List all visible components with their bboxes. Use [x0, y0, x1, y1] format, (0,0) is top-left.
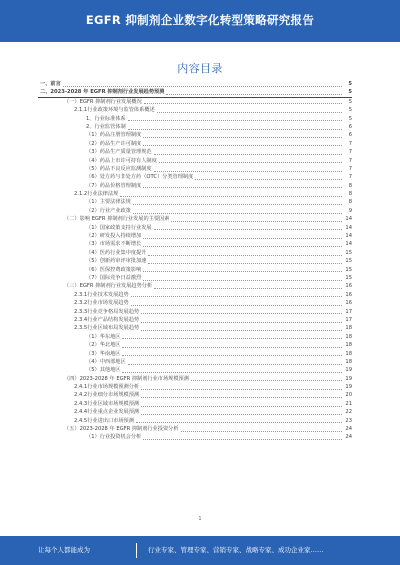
toc-entry[interactable]: [38, 383, 352, 391]
toc-dot-leader: [63, 82, 342, 87]
toc-entry-title: 中西部地区: [99, 358, 126, 365]
toc-entry-number: （2）: [86, 342, 100, 349]
toc-dot-leader: [144, 99, 342, 104]
toc-entry-page: 5: [348, 81, 352, 87]
toc-entry-title: 华南地区: [99, 350, 121, 357]
toc-entry-number: （7）: [86, 274, 100, 281]
toc-entry[interactable]: [38, 207, 352, 215]
toc-entry-page: 18: [345, 358, 352, 365]
toc-entry-page: 23: [345, 417, 352, 424]
toc-entry[interactable]: [38, 433, 352, 441]
toc-dot-leader: [148, 251, 342, 256]
toc-entry-title: 行业产业政策: [99, 207, 131, 214]
toc-entry[interactable]: [38, 333, 352, 341]
toc-dot-leader: [141, 326, 342, 331]
toc-dot-leader: [141, 385, 342, 390]
toc-entry-page: 7: [348, 174, 352, 181]
toc-entry-title: 药品不良反应监测制度: [99, 165, 152, 172]
toc-dot-leader: [136, 418, 342, 423]
toc-entry-title: 行业技术发展趋势: [87, 291, 129, 298]
toc-entry[interactable]: [38, 308, 352, 316]
toc-entry[interactable]: [38, 316, 352, 324]
toc-entry-page: 16: [345, 291, 352, 298]
toc-entry-title: 行业区域布局发展趋势: [87, 325, 140, 332]
toc-entry[interactable]: [38, 282, 352, 290]
toc-entry[interactable]: [38, 88, 352, 96]
toc-entry-page: 6: [348, 132, 352, 139]
toc-entry-page: 22: [345, 409, 352, 416]
report-title: EGFR 抑制剂企业数字化转型策略研究报告: [85, 13, 315, 27]
toc-entry-title: 华北地区: [99, 342, 121, 349]
toc-entry[interactable]: [38, 165, 352, 173]
toc-entry-title: 药品注册管理制度: [99, 132, 142, 139]
toc-dot-leader: [143, 276, 342, 281]
toc-dot-leader: [141, 410, 342, 415]
toc-entry-number: 2.3.5: [74, 325, 88, 332]
toc-entry-page: 19: [345, 375, 352, 382]
toc-entry-page: 19: [345, 384, 352, 391]
toc-entry-page: 21: [345, 400, 352, 407]
toc-entry[interactable]: [38, 391, 352, 399]
toc-entry-title: 行业竞争格局发展趋势: [87, 308, 140, 315]
toc-dot-leader: [157, 108, 342, 113]
toc-entry-title: 行业区域市场规模预测: [87, 400, 140, 407]
footer-bar: [0, 536, 400, 565]
toc-entry[interactable]: [38, 299, 352, 307]
toc-entry-page: 14: [345, 216, 352, 223]
toc-entry-title: EGFR 抑制剂行业发展趋势分析: [79, 283, 153, 290]
toc-entry-title: 2023-2028 年 EGFR 抑制剂行业市场规模预测: [79, 375, 189, 382]
toc-entry-title: 主要法律法规: [99, 199, 131, 206]
toc-entry[interactable]: [38, 182, 352, 190]
toc-entry-title: 影响 EGFR 抑制剂行业发展的主要因素: [79, 216, 170, 223]
toc-entry-number: （2）: [86, 207, 100, 214]
toc-entry-page: 18: [345, 325, 352, 332]
toc-entry[interactable]: [38, 408, 352, 416]
toc-entry-number: （1）: [86, 132, 100, 139]
toc-entry-title: 其他地区: [99, 367, 121, 374]
toc-entry-title: 行业标准体系: [94, 115, 126, 122]
toc-entry-title: 2023-2028 年 EGFR 抑制剂行业发展趋势预测: [50, 89, 165, 96]
toc-dot-leader: [143, 141, 342, 146]
toc-entry-page: 5: [348, 115, 352, 122]
toc-entry-page: 24: [345, 434, 352, 441]
toc-entry[interactable]: [38, 131, 352, 139]
toc-entry-title: 行业市场发展趋势: [87, 300, 129, 307]
toc-dot-leader: [154, 284, 342, 289]
toc-entry-number: 1、: [86, 115, 95, 122]
toc-entry[interactable]: [38, 115, 352, 123]
toc-heading: 内容目录: [177, 62, 223, 75]
toc-dot-leader: [159, 158, 342, 163]
toc-entry-title: 行业监管体制: [94, 123, 126, 130]
toc-entry-title: 2023-2028 年 EGFR 抑制剂行业投资分析: [79, 426, 179, 433]
toc-dot-leader: [133, 209, 342, 214]
toc-dot-leader: [154, 167, 342, 172]
toc-entry-page: 18: [345, 342, 352, 349]
toc-dot-leader: [143, 183, 342, 188]
toc-dot-leader: [148, 259, 342, 264]
toc-entry-title: 行业市场规模预测分析: [87, 384, 140, 391]
toc-entry-number: 2.4.4: [74, 409, 88, 416]
toc-entry[interactable]: [38, 173, 352, 181]
toc-entry[interactable]: [38, 358, 352, 366]
toc-entry-page: 8: [348, 199, 352, 206]
toc-dot-leader: [141, 309, 342, 314]
toc-dot-leader: [171, 217, 342, 222]
toc-dot-leader: [143, 133, 342, 138]
toc-dot-leader: [143, 234, 342, 239]
toc-entry[interactable]: [38, 80, 352, 88]
toc-entry-number: 2.1.1: [74, 107, 88, 114]
toc-entry-title: 行业重点企业发展预测: [87, 409, 140, 416]
toc-entry[interactable]: [38, 140, 352, 148]
toc-entry-page: 14: [345, 224, 352, 231]
toc-entry[interactable]: [38, 106, 352, 114]
toc-entry-page: 7: [348, 140, 352, 147]
toc-entry[interactable]: [38, 123, 352, 131]
footer-divider: [136, 543, 137, 558]
toc-entry-page: 7: [348, 157, 352, 164]
toc-dot-leader: [195, 175, 342, 180]
toc-entry-title: 研发投入持续增加: [99, 233, 142, 240]
toc-entry-title: 行业产品结构发展趋势: [87, 316, 140, 323]
toc-dot-leader: [154, 150, 342, 155]
footer-tagline: 行业专家、管理专家、营销专家、战略专家、成功企业家……: [148, 546, 324, 554]
toc-entry-title: 医保控费政策影响: [99, 266, 142, 273]
toc-entry[interactable]: [38, 366, 352, 374]
toc-entry[interactable]: [38, 190, 352, 198]
toc-dot-leader: [141, 393, 342, 398]
toc-entry-page: 7: [348, 149, 352, 156]
toc-entry-number: （5）: [86, 258, 100, 265]
toc-entry-page: 16: [345, 300, 352, 307]
toc-entry-page: 15: [345, 249, 352, 256]
toc-entry[interactable]: [38, 400, 352, 408]
toc-dot-leader: [143, 267, 342, 272]
toc-entry[interactable]: [38, 417, 352, 425]
toc-entry-page: 15: [345, 258, 352, 265]
toc-entry[interactable]: [38, 148, 352, 156]
toc-entry-number: 2.3.1: [74, 291, 88, 298]
table-of-contents: [38, 80, 352, 442]
toc-entry-page: 19: [345, 367, 352, 374]
toc-entry[interactable]: [38, 324, 352, 332]
toc-entry-number: 2.4.3: [74, 400, 88, 407]
toc-entry-page: 17: [345, 308, 352, 315]
toc-entry-number: （7）: [86, 182, 100, 189]
toc-entry-title: 行业政策环境与监管体系概述: [87, 107, 155, 114]
toc-entry-title: 国家政策支持行业发展: [99, 224, 152, 231]
toc-entry-number: （五）: [64, 426, 80, 433]
toc-entry-page: 15: [345, 274, 352, 281]
toc-entry[interactable]: [38, 274, 352, 282]
toc-entry-number: （6）: [86, 266, 100, 273]
toc-dot-leader: [122, 334, 342, 339]
toc-entry-title: 处方药与非处方药（OTC）分类管理制度: [99, 174, 194, 181]
toc-entry-number: 2.4.1: [74, 384, 88, 391]
toc-entry-title: 行业投资机会分析: [99, 434, 142, 441]
toc-entry-title: EGFR 抑制剂行业发展概况: [79, 98, 142, 105]
toc-entry-number: （5）: [86, 367, 100, 374]
toc-entry-title: 行业法律法规: [87, 191, 119, 198]
toc-entry-number: （四）: [64, 375, 80, 382]
toc-entry-page: 14: [345, 233, 352, 240]
toc-entry-page: 6: [348, 123, 352, 130]
page-number: 1: [198, 516, 202, 522]
toc-entry-number: （3）: [86, 241, 100, 248]
toc-dot-leader: [122, 368, 342, 373]
toc-dot-leader: [133, 200, 342, 205]
toc-dot-leader: [141, 318, 342, 323]
toc-entry-page: 5: [348, 98, 352, 105]
toc-entry-number: （4）: [86, 249, 100, 256]
toc-entry-number: （2）: [86, 140, 100, 147]
toc-entry-title: 国际竞争日益激烈: [99, 274, 142, 281]
toc-entry-title: 创新药审评审批加速: [99, 258, 147, 265]
toc-entry-page: 5: [348, 107, 352, 114]
toc-entry-title: 医药行业集中度提升: [99, 249, 147, 256]
toc-entry-number: 2.4.5: [74, 417, 88, 424]
toc-entry-number: 一、: [40, 81, 51, 87]
toc-entry-number: （4）: [86, 358, 100, 365]
toc-entry-page: 16: [345, 283, 352, 290]
toc-entry[interactable]: [38, 350, 352, 358]
toc-entry-page: 15: [345, 266, 352, 273]
toc-entry-number: （3）: [86, 149, 100, 156]
toc-entry[interactable]: [38, 341, 352, 349]
toc-dot-leader: [128, 116, 342, 121]
footer-slogan: 让每个人都能成为: [38, 546, 90, 554]
toc-entry[interactable]: [38, 375, 352, 383]
toc-entry[interactable]: [38, 232, 352, 240]
toc-dot-leader: [154, 225, 342, 230]
toc-dot-leader: [143, 435, 342, 440]
toc-entry-title: 药品上市许可持有人制度: [99, 157, 157, 164]
toc-entry-number: （1）: [86, 224, 100, 231]
toc-dot-leader: [120, 192, 342, 197]
toc-entry-page: 7: [348, 165, 352, 172]
toc-entry-page: 5: [348, 89, 352, 96]
toc-dot-leader: [131, 301, 342, 306]
toc-entry-page: 9: [348, 207, 352, 214]
toc-entry-number: （1）: [86, 199, 100, 206]
toc-entry-number: （二）: [64, 216, 80, 223]
report-header-bar: [0, 0, 400, 42]
toc-entry-page: 24: [345, 426, 352, 433]
toc-entry-title: 华东地区: [99, 333, 121, 340]
toc-entry-page: 18: [345, 333, 352, 340]
toc-dot-leader: [128, 125, 342, 130]
toc-entry-number: （6）: [86, 174, 100, 181]
toc-entry-title: 药品价格管理制度: [99, 182, 142, 189]
toc-dot-leader: [122, 351, 342, 356]
toc-dot-leader: [181, 427, 342, 432]
toc-entry-number: 2.1.2: [74, 191, 88, 198]
toc-entry-number: （1）: [86, 434, 100, 441]
toc-entry-number: （三）: [64, 283, 80, 290]
toc-entry-title: 行业细分市场规模预测: [87, 392, 140, 399]
toc-entry-page: 18: [345, 350, 352, 357]
toc-entry-number: 2、: [86, 123, 95, 130]
toc-entry[interactable]: [38, 257, 352, 265]
toc-entry-number: 2.4.2: [74, 392, 88, 399]
toc-entry[interactable]: [38, 266, 352, 274]
toc-entry-number: （2）: [86, 233, 100, 240]
toc-entry-title: 行业进出口市场预测: [87, 417, 134, 424]
toc-entry-title: 药品生产质量管理规范: [99, 149, 152, 156]
toc-entry[interactable]: [38, 425, 352, 433]
toc-entry[interactable]: [38, 215, 352, 223]
toc-entry-number: 2.3.4: [74, 316, 88, 323]
toc-dot-leader: [128, 360, 342, 365]
toc-entry-number: 二、: [40, 89, 51, 96]
toc-dot-leader: [141, 402, 342, 407]
toc-entry-page: 8: [348, 182, 352, 189]
toc-entry[interactable]: [38, 240, 352, 248]
toc-entry-page: 17: [345, 316, 352, 323]
toc-entry-number: 2.3.2: [74, 300, 88, 307]
toc-dot-leader: [143, 242, 342, 247]
toc-entry-number: （5）: [86, 165, 100, 172]
toc-entry-title: 药品生产许可制度: [99, 140, 142, 147]
toc-entry-number: 2.3.3: [74, 308, 88, 315]
toc-entry[interactable]: [38, 198, 352, 206]
toc-dot-leader: [191, 376, 342, 381]
toc-entry[interactable]: [38, 157, 352, 165]
toc-entry-number: （1）: [86, 333, 100, 340]
toc-entry-title: 前言: [50, 81, 61, 87]
toc-entry-number: （4）: [86, 157, 100, 164]
toc-entry-page: 14: [345, 241, 352, 248]
toc-dot-leader: [166, 90, 342, 95]
toc-entry-page: 20: [345, 392, 352, 399]
toc-entry[interactable]: [38, 224, 352, 232]
toc-entry[interactable]: [38, 98, 352, 106]
toc-entry[interactable]: [38, 249, 352, 257]
toc-dot-leader: [131, 292, 342, 297]
toc-entry-number: （一）: [64, 98, 80, 105]
toc-entry-page: 8: [348, 191, 352, 198]
toc-dot-leader: [122, 343, 342, 348]
toc-entry-title: 市场需求不断增长: [99, 241, 142, 248]
toc-entry[interactable]: [38, 291, 352, 299]
toc-entry-number: （3）: [86, 350, 100, 357]
